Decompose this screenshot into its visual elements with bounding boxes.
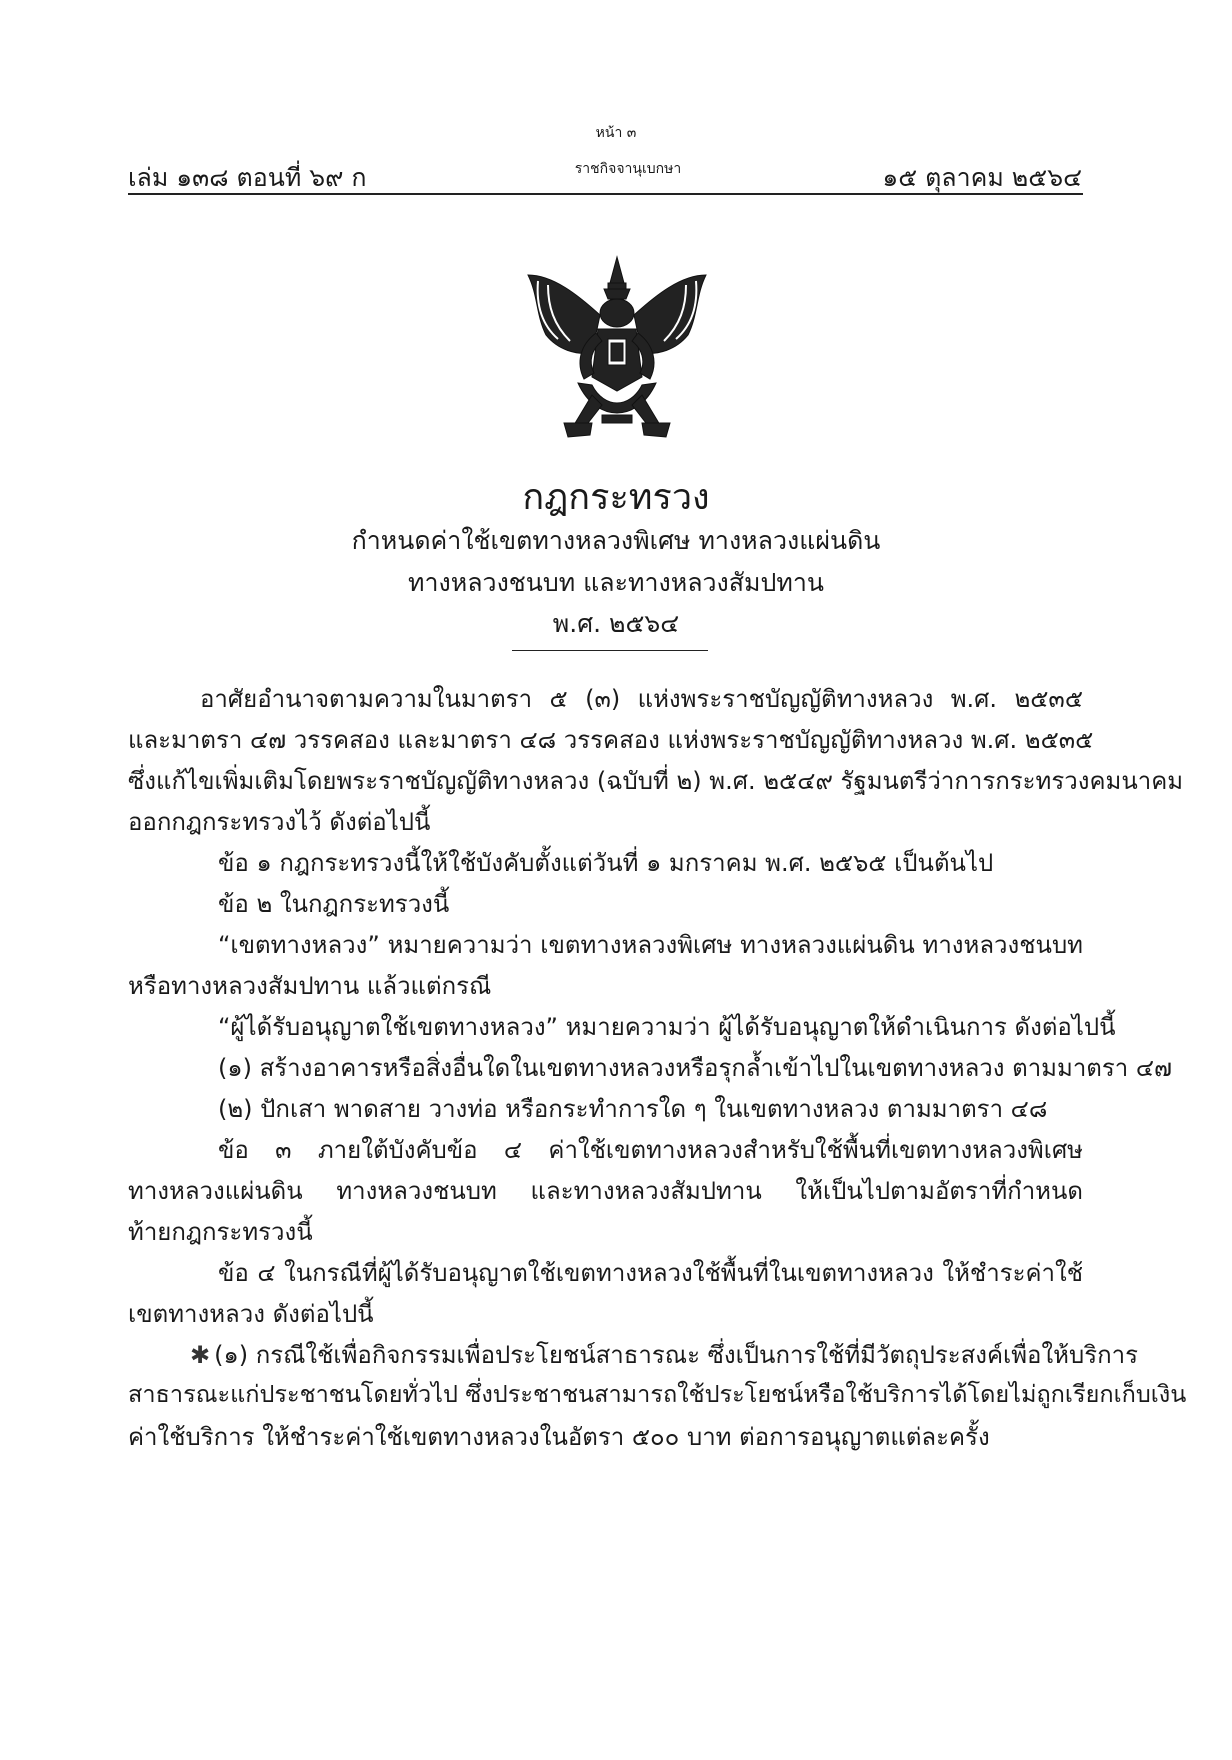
handwritten-mark: ✱ [190, 1341, 211, 1369]
title-divider [512, 650, 708, 651]
body-line: อาศัยอำนาจตามความในมาตรา ๕ (๓) แห่งพระราชบัญญัติทางหลวง พ.ศ. ๒๕๓๕ [200, 685, 1083, 713]
definition-item-1: (๑) สร้างอาคารหรือสิ่งอื่นใดในเขตทางหลวงหรือรุกล้ำเข้าไปในเขตทางหลวง ตามมาตรา ๔๗ [218, 1054, 1173, 1082]
gazette-name: ราชกิจจานุเบกษา [574, 161, 682, 177]
body-line: ท้ายกฎกระทรวงนี้ [128, 1218, 313, 1246]
body-line: สาธารณะแก่ประชาชนโดยทั่วไป ซึ่งประชาชนสามารถใช้ประโยชน์หรือใช้บริการได้โดยไม่ถูกเรียกเก็บเงิน [128, 1380, 1187, 1408]
body-line: เขตทางหลวง ดังต่อไปนี้ [128, 1300, 374, 1328]
definition-permittee: “ผู้ได้รับอนุญาตใช้เขตทางหลวง” หมายความว่า ผู้ได้รับอนุญาตให้ดำเนินการ ดังต่อไปนี้ [218, 1013, 1116, 1041]
page-title: กฎกระทรวง [522, 477, 710, 518]
clause-4: ข้อ ๔ ในกรณีที่ผู้ได้รับอนุญาตใช้เขตทางหลวงใช้พื้นที่ในเขตทางหลวง ให้ชำระค่าใช้ [218, 1259, 1083, 1287]
body-line: (๑) กรณีใช้เพื่อกิจกรรมเพื่อประโยชน์สาธารณะ ซึ่งเป็นการใช้ที่มีวัตถุประสงค์เพื่อให้บริการ [214, 1341, 1139, 1369]
body-line: ทางหลวงแผ่นดิน ทางหลวงชนบท และทางหลวงสัมปทาน ให้เป็นไปตามอัตราที่กำหนด [128, 1177, 1083, 1205]
publication-date: ๑๕ ตุลาคม ๒๕๖๔ [882, 163, 1082, 192]
subtitle-line-2: ทางหลวงชนบท และทางหลวงสัมปทาน [408, 568, 824, 597]
subtitle-line-1: กำหนดค่าใช้เขตทางหลวงพิเศษ ทางหลวงแผ่นดิน [351, 526, 881, 555]
subtitle-year: พ.ศ. ๒๕๖๔ [552, 609, 680, 638]
garuda-emblem-icon [518, 255, 716, 445]
volume-issue: เล่ม ๑๓๘ ตอนที่ ๖๙ ก [128, 163, 367, 192]
clause-3: ข้อ ๓ ภายใต้บังคับข้อ ๔ ค่าใช้เขตทางหลวงสำหรับใช้พื้นที่เขตทางหลวงพิเศษ [218, 1136, 1083, 1164]
body-line: ออกกฎกระทรวงไว้ ดังต่อไปนี้ [128, 808, 431, 836]
clause-2: ข้อ ๒ ในกฎกระทรวงนี้ [218, 890, 450, 918]
body-line: ซึ่งแก้ไขเพิ่มเติมโดยพระราชบัญญัติทางหลวง (ฉบับที่ ๒) พ.ศ. ๒๕๔๙ รัฐมนตรีว่าการกระทรวงคมนาคม [128, 767, 1184, 795]
page-number: หน้า ๓ [595, 125, 637, 141]
body-line: ค่าใช้บริการ ให้ชำระค่าใช้เขตทางหลวงในอัตรา ๕๐๐ บาท ต่อการอนุญาตแต่ละครั้ง [128, 1423, 990, 1451]
clause-4-item-1 [190, 1335, 1139, 1374]
definition-item-2: (๒) ปักเสา พาดสาย วางท่อ หรือกระทำการใด ๆ ในเขตทางหลวง ตามมาตรา ๔๘ [218, 1095, 1048, 1123]
body-line: หรือทางหลวงสัมปทาน แล้วแต่กรณี [128, 972, 492, 1000]
header-divider [128, 193, 1083, 195]
definition-highway-area: “เขตทางหลวง” หมายความว่า เขตทางหลวงพิเศษ ทางหลวงแผ่นดิน ทางหลวงชนบท [218, 931, 1083, 959]
body-line: และมาตรา ๔๗ วรรคสอง และมาตรา ๔๘ วรรคสอง แห่งพระราชบัญญัติทางหลวง พ.ศ. ๒๕๓๕ [128, 726, 1094, 754]
clause-1: ข้อ ๑ กฎกระทรวงนี้ให้ใช้บังคับตั้งแต่วันที่ ๑ มกราคม พ.ศ. ๒๕๖๕ เป็นต้นไป [218, 849, 994, 877]
